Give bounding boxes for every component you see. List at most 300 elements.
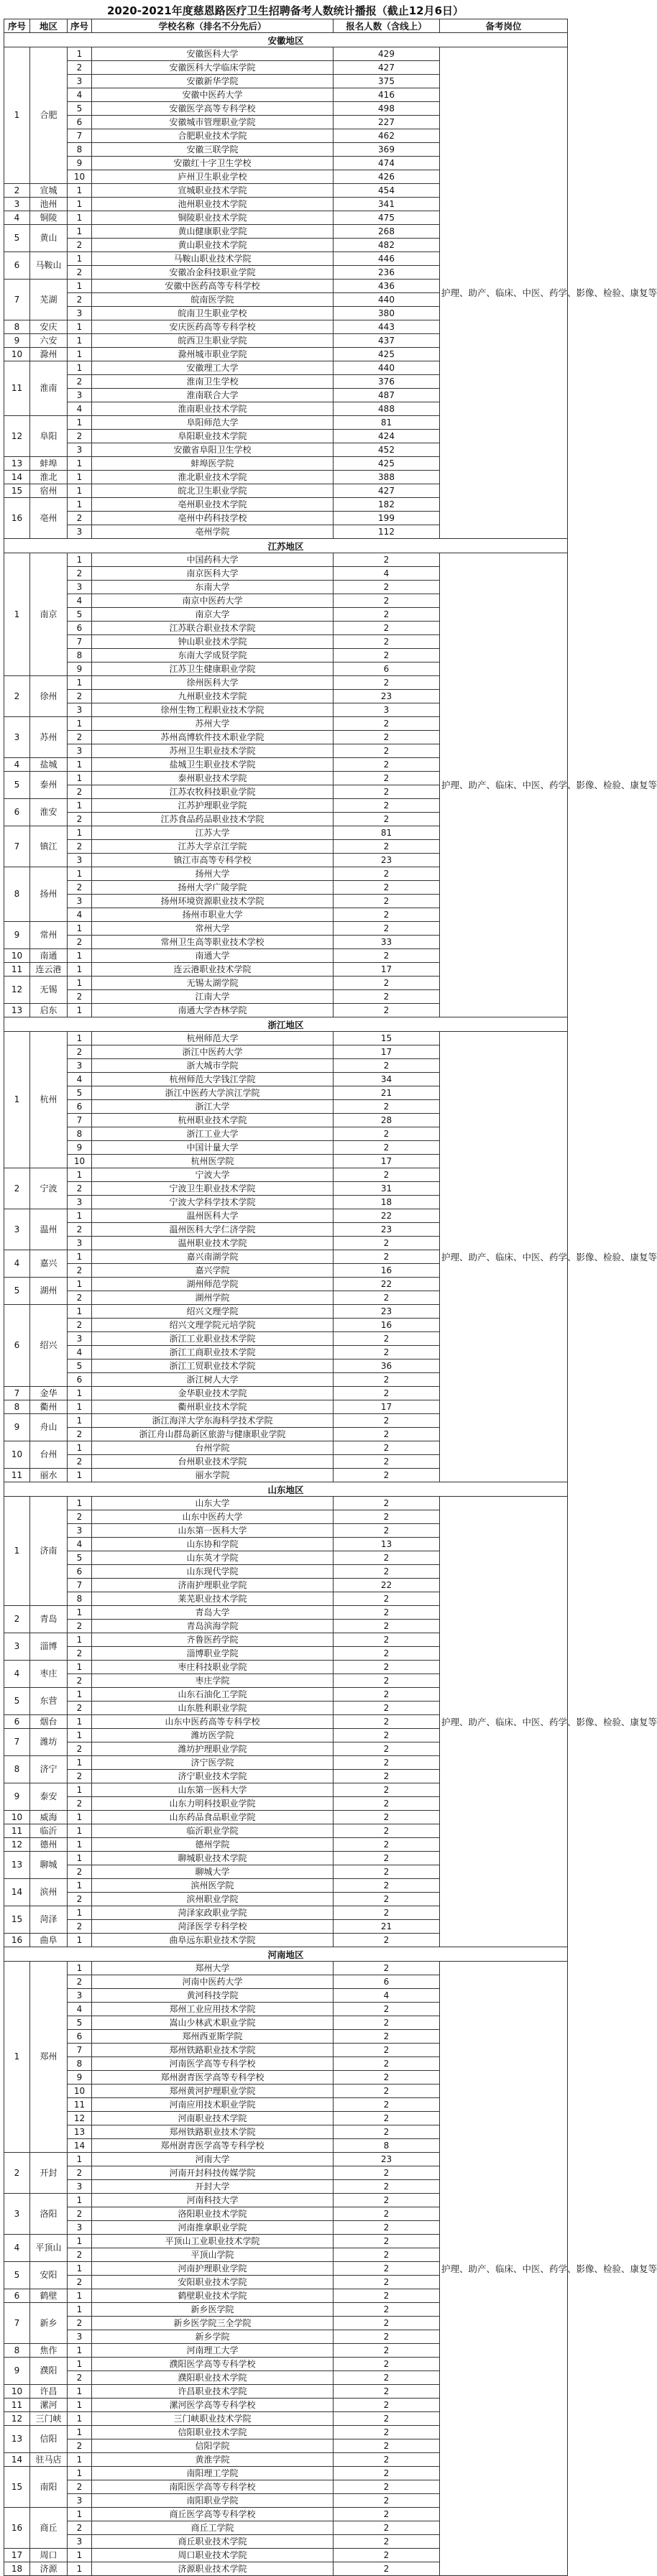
- region-name: 绍兴: [30, 1305, 68, 1387]
- school-number: 2: [68, 840, 92, 854]
- region-number: 11: [4, 2399, 30, 2412]
- province-section-row: [4, 539, 568, 553]
- enrollment-count: 426: [334, 170, 440, 184]
- enrollment-count: 17: [334, 1155, 440, 1168]
- enrollment-count: 2: [334, 2262, 440, 2276]
- school-name: 郑州铁路职业技术学院: [92, 2125, 334, 2139]
- enrollment-count: 16: [334, 1264, 440, 1278]
- enrollment-count: 2: [334, 1469, 440, 1482]
- region-name: 淄博: [30, 1633, 68, 1661]
- school-number: 6: [68, 116, 92, 129]
- region-name: 滨州: [30, 1879, 68, 1906]
- table-row: [4, 47, 568, 61]
- school-number: 3: [68, 703, 92, 717]
- region-name: 滁州: [30, 348, 68, 361]
- school-number: 2: [68, 1620, 92, 1633]
- region-number: 8: [4, 867, 30, 922]
- school-name: 江苏食品药品职业技术学院: [92, 813, 334, 826]
- enrollment-count: 36: [334, 1359, 440, 1373]
- region-name: 平顶山: [30, 2235, 68, 2262]
- enrollment-count: 2: [334, 1729, 440, 1742]
- school-number: 1: [68, 225, 92, 239]
- school-name: 滨州医学院: [92, 1879, 334, 1893]
- enrollment-count: 33: [334, 936, 440, 949]
- region-number: 16: [4, 498, 30, 539]
- enrollment-count: 2: [334, 1441, 440, 1455]
- region-number: 1: [4, 553, 30, 676]
- school-name: 安徽三联学院: [92, 143, 334, 157]
- school-number: 2: [68, 1893, 92, 1906]
- school-number: 7: [68, 2044, 92, 2057]
- school-number: 2: [68, 2317, 92, 2330]
- school-name: 浙江树人大学: [92, 1373, 334, 1387]
- school-number: 2: [68, 1797, 92, 1811]
- region-number: 6: [4, 1715, 30, 1729]
- school-name: 马鞍山职业技术学院: [92, 252, 334, 266]
- school-name: 山东协和学院: [92, 1538, 334, 1551]
- region-name: 铜陵: [30, 211, 68, 225]
- enrollment-count: 440: [334, 361, 440, 375]
- region-name: 烟台: [30, 1715, 68, 1729]
- school-name: 安徽新华学院: [92, 75, 334, 88]
- school-number: 1: [68, 2412, 92, 2426]
- region-number: 13: [4, 1004, 30, 1017]
- enrollment-count: 2: [334, 2098, 440, 2112]
- region-name: 镇江: [30, 826, 68, 867]
- region-number: 7: [4, 1387, 30, 1400]
- enrollment-count: 2: [334, 758, 440, 772]
- region-number: 17: [4, 2549, 30, 2562]
- region-name: 南通: [30, 949, 68, 963]
- school-name: 黄河科技学院: [92, 1989, 334, 2003]
- school-name: 河南开封科技传媒学院: [92, 2166, 334, 2180]
- region-number: 1: [4, 1497, 30, 1606]
- school-number: 1: [68, 47, 92, 61]
- school-number: 2: [68, 2480, 92, 2494]
- enrollment-count: 2: [334, 1661, 440, 1674]
- school-name: 宁波大学: [92, 1168, 334, 1182]
- school-number: 12: [68, 2112, 92, 2125]
- school-name: 江苏卫生健康职业学院: [92, 663, 334, 676]
- school-name: 徐州生物工程职业技术学院: [92, 703, 334, 717]
- enrollment-count: 2: [334, 1168, 440, 1182]
- enrollment-count: 112: [334, 525, 440, 539]
- school-number: 1: [68, 963, 92, 977]
- enrollment-count: 380: [334, 307, 440, 320]
- region-name: 德州: [30, 1838, 68, 1852]
- enrollment-count: 437: [334, 334, 440, 348]
- region-number: 2: [4, 2153, 30, 2194]
- school-name: 聊城大学: [92, 1865, 334, 1879]
- school-number: 1: [68, 184, 92, 198]
- school-name: 新乡学院: [92, 2330, 334, 2344]
- school-name: 苏州大学: [92, 717, 334, 731]
- school-number: 1: [68, 1934, 92, 1947]
- school-number: 1: [68, 867, 92, 881]
- school-number: 2: [68, 731, 92, 744]
- enrollment-count: 2: [334, 1770, 440, 1783]
- table-row: [4, 1032, 568, 1045]
- enrollment-count: 2: [334, 813, 440, 826]
- region-name: 信阳: [30, 2426, 68, 2453]
- school-name: 中国药科大学: [92, 553, 334, 567]
- enrollment-count: 2: [334, 2412, 440, 2426]
- school-number: 3: [68, 389, 92, 402]
- region-name: 蚌埠: [30, 457, 68, 471]
- enrollment-count: 2: [334, 2467, 440, 2480]
- region-name: 丽水: [30, 1469, 68, 1482]
- enrollment-count: 2: [334, 581, 440, 594]
- region-name: 马鞍山: [30, 252, 68, 280]
- enrollment-count: 2: [334, 1756, 440, 1770]
- enrollment-count: 436: [334, 280, 440, 293]
- school-number: 4: [68, 594, 92, 608]
- school-number: 1: [68, 922, 92, 936]
- region-number: 10: [4, 1441, 30, 1469]
- school-number: 2: [68, 990, 92, 1004]
- school-name: 南阳职业学院: [92, 2494, 334, 2508]
- region-name: 济南: [30, 1497, 68, 1606]
- school-name: 黄山健康职业学院: [92, 225, 334, 239]
- region-name: 合肥: [30, 47, 68, 184]
- enrollment-count: 2: [334, 2166, 440, 2180]
- school-name: 盐城卫生职业技术学院: [92, 758, 334, 772]
- enrollment-count: 475: [334, 211, 440, 225]
- school-name: 皖南医学院: [92, 293, 334, 307]
- school-name: 菏泽医学专科学校: [92, 1920, 334, 1934]
- school-name: 亳州学院: [92, 525, 334, 539]
- school-number: 1: [68, 361, 92, 375]
- school-name: 阜阳师范大学: [92, 416, 334, 430]
- school-number: 2: [68, 375, 92, 389]
- school-name: 江苏大学: [92, 826, 334, 840]
- school-number: 2: [68, 567, 92, 581]
- header-sno: 序号: [4, 19, 30, 33]
- school-name: 绍兴文理学院: [92, 1305, 334, 1319]
- school-name: 河南科技大学: [92, 2194, 334, 2207]
- school-number: 1: [68, 484, 92, 498]
- school-number: 1: [68, 1715, 92, 1729]
- school-name: 皖北卫生职业学院: [92, 484, 334, 498]
- school-name: 常州大学: [92, 922, 334, 936]
- region-number: 5: [4, 1688, 30, 1715]
- school-number: 1: [68, 2262, 92, 2276]
- enrollment-count: 23: [334, 1305, 440, 1319]
- school-number: 1: [68, 2194, 92, 2207]
- enrollment-count: 2: [334, 1702, 440, 1715]
- school-number: 1: [68, 1606, 92, 1620]
- enrollment-count: 2: [334, 1633, 440, 1647]
- school-name: 山东现代学院: [92, 1565, 334, 1579]
- school-name: 亳州职业技术学院: [92, 498, 334, 512]
- school-name: 河南理工大学: [92, 2344, 334, 2358]
- region-number: 1: [4, 1962, 30, 2153]
- enrollment-count: 2: [334, 1346, 440, 1359]
- school-name: 淄博职业学院: [92, 1647, 334, 1661]
- school-name: 湖州师范学院: [92, 1278, 334, 1291]
- enrollment-count: 474: [334, 157, 440, 170]
- school-number: 2: [68, 61, 92, 75]
- school-number: 3: [68, 1237, 92, 1250]
- table-row: [4, 553, 568, 567]
- enrollment-count: 4: [334, 1989, 440, 2003]
- school-name: 新乡医学院: [92, 2303, 334, 2317]
- table-row: [4, 1497, 568, 1510]
- region-name: 济宁: [30, 1756, 68, 1783]
- school-name: 曲阜远东职业技术学院: [92, 1934, 334, 1947]
- school-name: 郑州黄河护理职业学院: [92, 2085, 334, 2098]
- region-number: 10: [4, 348, 30, 361]
- school-name: 郑州澍青医学高等专科学校: [92, 2139, 334, 2153]
- school-name: 泰州职业技术学院: [92, 772, 334, 785]
- header-rno: 序号: [68, 19, 92, 33]
- enrollment-count: 23: [334, 2153, 440, 2166]
- enrollment-count: 2: [334, 649, 440, 663]
- school-number: 2: [68, 1428, 92, 1441]
- school-number: 3: [68, 1196, 92, 1209]
- school-number: 1: [68, 1879, 92, 1893]
- region-name: 扬州: [30, 867, 68, 922]
- school-number: 1: [68, 416, 92, 430]
- school-name: 绍兴文理学院元培学院: [92, 1319, 334, 1332]
- school-name: 齐鲁医药学院: [92, 1633, 334, 1647]
- school-name: 山东石油化工学院: [92, 1688, 334, 1702]
- school-name: 宣城职业技术学院: [92, 184, 334, 198]
- region-number: 6: [4, 2289, 30, 2303]
- school-name: 扬州环境资源职业技术学院: [92, 895, 334, 908]
- school-name: 扬州大学: [92, 867, 334, 881]
- school-number: 11: [68, 2098, 92, 2112]
- region-number: 10: [4, 1811, 30, 1824]
- region-number: 8: [4, 1756, 30, 1783]
- region-number: 2: [4, 1606, 30, 1633]
- school-number: 1: [68, 758, 92, 772]
- school-name: 山东大学: [92, 1497, 334, 1510]
- enrollment-count: 2: [334, 1838, 440, 1852]
- school-name: 青岛大学: [92, 1606, 334, 1620]
- enrollment-count: 23: [334, 690, 440, 703]
- school-number: 3: [68, 443, 92, 457]
- region-name: 宁波: [30, 1168, 68, 1209]
- school-name: 滨州职业学院: [92, 1893, 334, 1906]
- enrollment-count: 2: [334, 2016, 440, 2030]
- school-name: 浙江中医药大学: [92, 1045, 334, 1059]
- school-name: 济源职业技术学院: [92, 2562, 334, 2576]
- school-name: 山东中医药高等专科学校: [92, 1715, 334, 1729]
- school-name: 河南推拿职业学院: [92, 2221, 334, 2235]
- enrollment-count: 443: [334, 320, 440, 334]
- school-name: 铜陵职业技术学院: [92, 211, 334, 225]
- school-number: 2: [68, 1223, 92, 1237]
- school-number: 2: [68, 512, 92, 525]
- enrollment-count: 388: [334, 471, 440, 484]
- enrollment-count: 15: [334, 1032, 440, 1045]
- enrollment-count: 427: [334, 484, 440, 498]
- school-number: 4: [68, 88, 92, 102]
- region-number: 2: [4, 184, 30, 198]
- school-name: 浙江中医药大学滨江学院: [92, 1086, 334, 1100]
- region-number: 14: [4, 1879, 30, 1906]
- enrollment-count: 2: [334, 1592, 440, 1606]
- enrollment-count: 2: [334, 676, 440, 690]
- school-number: 1: [68, 2426, 92, 2439]
- school-number: 1: [68, 949, 92, 963]
- region-number: 12: [4, 977, 30, 1004]
- school-number: 2: [68, 1702, 92, 1715]
- school-number: 2: [68, 1291, 92, 1305]
- school-name: 江苏联合职业技术学院: [92, 622, 334, 635]
- school-name: 安徽城市管理职业学院: [92, 116, 334, 129]
- region-number: 5: [4, 772, 30, 799]
- region-number: 4: [4, 1661, 30, 1688]
- enrollment-count: 446: [334, 252, 440, 266]
- school-number: 1: [68, 2467, 92, 2480]
- school-number: 1: [68, 457, 92, 471]
- enrollment-count: 2: [334, 1865, 440, 1879]
- enrollment-count: 2: [334, 594, 440, 608]
- school-number: 2: [68, 293, 92, 307]
- school-name: 镇江市高等专科学校: [92, 854, 334, 867]
- school-number: 2: [68, 2276, 92, 2289]
- enrollment-count: 2: [334, 1551, 440, 1565]
- school-number: 3: [68, 2330, 92, 2344]
- school-number: 1: [68, 1661, 92, 1674]
- enrollment-count: 2: [334, 2535, 440, 2549]
- enrollment-count: 2: [334, 1647, 440, 1661]
- school-name: 新乡医学院三全学院: [92, 2317, 334, 2330]
- school-name: 商丘工学院: [92, 2521, 334, 2535]
- enrollment-count: 2: [334, 2439, 440, 2453]
- region-name: 徐州: [30, 676, 68, 717]
- school-number: 1: [68, 1497, 92, 1510]
- school-name: 蚌埠医学院: [92, 457, 334, 471]
- school-name: 嘉兴南湖学院: [92, 1250, 334, 1264]
- region-name: 泰州: [30, 772, 68, 799]
- school-number: 1: [68, 2549, 92, 2562]
- region-number: 3: [4, 1209, 30, 1250]
- region-name: 漯河: [30, 2399, 68, 2412]
- region-name: 新乡: [30, 2303, 68, 2344]
- region-name: 安庆: [30, 320, 68, 334]
- region-name: 连云港: [30, 963, 68, 977]
- school-name: 扬州大学广陵学院: [92, 881, 334, 895]
- school-name: 杭州医学院: [92, 1155, 334, 1168]
- region-name: 苏州: [30, 717, 68, 758]
- region-number: 6: [4, 799, 30, 826]
- school-number: 2: [68, 1319, 92, 1332]
- school-number: 2: [68, 881, 92, 895]
- enrollment-count: 16: [334, 1319, 440, 1332]
- region-number: 7: [4, 280, 30, 320]
- enrollment-count: 31: [334, 1182, 440, 1196]
- school-number: 9: [68, 1141, 92, 1155]
- school-number: 9: [68, 663, 92, 676]
- region-name: 金华: [30, 1387, 68, 1400]
- region-number: 7: [4, 2303, 30, 2344]
- region-number: 9: [4, 922, 30, 949]
- school-number: 3: [68, 2535, 92, 2549]
- province-name: 河南地区: [4, 1947, 568, 1962]
- school-name: 郑州澍青医学高等专科学校: [92, 2071, 334, 2085]
- enrollment-count: 2: [334, 2235, 440, 2248]
- school-name: 中国计量大学: [92, 1141, 334, 1155]
- school-number: 3: [68, 895, 92, 908]
- target-positions: 护理、助产、临床、中医、药学、影像、检验、康复等: [440, 553, 568, 1017]
- school-number: 1: [68, 1278, 92, 1291]
- enrollment-count: 341: [334, 198, 440, 211]
- school-number: 5: [68, 1359, 92, 1373]
- enrollment-table: [4, 19, 657, 2576]
- region-name: 芜湖: [30, 280, 68, 320]
- school-name: 丽水学院: [92, 1469, 334, 1482]
- enrollment-count: 2: [334, 1237, 440, 1250]
- province-name: 江苏地区: [4, 539, 568, 553]
- school-number: 6: [68, 1565, 92, 1579]
- region-name: 鹤壁: [30, 2289, 68, 2303]
- enrollment-count: 2: [334, 608, 440, 622]
- enrollment-count: 2: [334, 881, 440, 895]
- school-name: 浙江海洋大学东海科学技术学院: [92, 1414, 334, 1428]
- school-number: 3: [68, 2494, 92, 2508]
- school-number: 1: [68, 553, 92, 567]
- enrollment-count: 2: [334, 867, 440, 881]
- school-name: 菏泽家政职业学院: [92, 1906, 334, 1920]
- school-name: 鹤壁职业技术学院: [92, 2289, 334, 2303]
- enrollment-count: 2: [334, 895, 440, 908]
- region-number: 12: [4, 2412, 30, 2426]
- school-number: 2: [68, 266, 92, 280]
- school-name: 台州职业技术学院: [92, 1455, 334, 1469]
- region-number: 1: [4, 1032, 30, 1168]
- school-number: 5: [68, 1086, 92, 1100]
- school-name: 杭州师范大学钱江学院: [92, 1073, 334, 1086]
- school-name: 庐州卫生职业学校: [92, 170, 334, 184]
- region-number: 9: [4, 1414, 30, 1441]
- enrollment-count: 2: [334, 2562, 440, 2576]
- school-number: 1: [68, 1729, 92, 1742]
- region-number: 4: [4, 211, 30, 225]
- school-number: 8: [68, 2057, 92, 2071]
- enrollment-count: 2: [334, 2180, 440, 2194]
- school-name: 南京医科大学: [92, 567, 334, 581]
- school-name: 山东力明科技职业学院: [92, 1797, 334, 1811]
- school-number: 1: [68, 2153, 92, 2166]
- school-number: 1: [68, 826, 92, 840]
- province-name: 浙江地区: [4, 1017, 568, 1032]
- enrollment-count: 18: [334, 1196, 440, 1209]
- school-name: 济宁职业技术学院: [92, 1770, 334, 1783]
- school-name: 河南职业技术学院: [92, 2112, 334, 2125]
- school-number: 7: [68, 635, 92, 649]
- region-number: 3: [4, 717, 30, 758]
- school-number: 5: [68, 1551, 92, 1565]
- enrollment-count: 2: [334, 2399, 440, 2412]
- region-number: 10: [4, 949, 30, 963]
- school-name: 九州职业技术学院: [92, 690, 334, 703]
- enrollment-count: 2: [334, 2494, 440, 2508]
- school-number: 1: [68, 2453, 92, 2467]
- enrollment-count: 2: [334, 2276, 440, 2289]
- region-number: 5: [4, 1278, 30, 1305]
- school-number: 14: [68, 2139, 92, 2153]
- enrollment-count: 2: [334, 1127, 440, 1141]
- school-name: 扬州市职业大学: [92, 908, 334, 922]
- enrollment-count: 2: [334, 1100, 440, 1114]
- region-number: 11: [4, 1469, 30, 1482]
- enrollment-count: 2: [334, 2385, 440, 2399]
- school-number: 1: [68, 1633, 92, 1647]
- school-name: 台州学院: [92, 1441, 334, 1455]
